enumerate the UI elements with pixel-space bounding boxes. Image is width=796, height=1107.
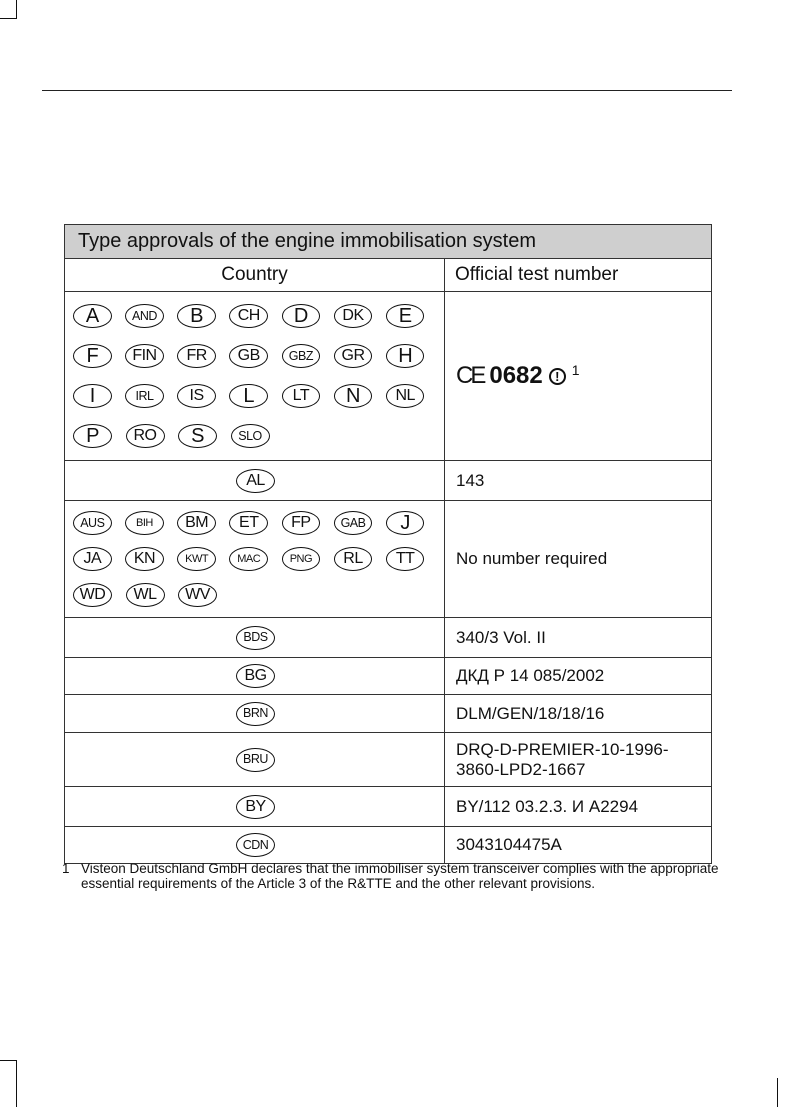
table-title: Type approvals of the engine immobilisation system (65, 225, 712, 259)
table-row (65, 787, 712, 827)
country-badge: FIN (125, 344, 164, 368)
country-badge: P (73, 424, 112, 448)
ce-approval (456, 362, 711, 390)
badge-row (73, 541, 438, 577)
test-number-cell: No number required (445, 501, 712, 618)
country-badge: TT (386, 547, 425, 571)
country-badge: F (73, 344, 112, 368)
alert-icon: ! (549, 368, 566, 385)
notified-body-number: 0682 (489, 362, 543, 389)
country-badge: MAC (229, 547, 268, 571)
country-badges (65, 461, 445, 501)
country-badge: JA (73, 547, 112, 571)
country-badge: BDS (236, 626, 275, 650)
badge-row (73, 505, 438, 541)
column-header-test-number: Official test number (445, 259, 712, 292)
country-badge: AL (236, 469, 275, 493)
country-badge: A (73, 304, 112, 328)
country-badge: GAB (334, 511, 373, 535)
country-badges (65, 695, 445, 733)
country-badge: BIH (125, 511, 164, 535)
country-badge: DK (334, 304, 373, 328)
crop-mark (16, 1060, 17, 1107)
test-number-line: DRQ-D-PREMIER-10-1996- (456, 739, 669, 759)
country-badge: BM (177, 511, 216, 535)
ce-mark-icon: CE (456, 362, 484, 389)
type-approvals-table (64, 224, 712, 864)
table-row (65, 501, 712, 618)
country-badge: CH (229, 304, 268, 328)
country-badge: J (386, 511, 425, 535)
badge-row (73, 336, 438, 376)
table-row (65, 695, 712, 733)
column-header-country: Country (65, 259, 445, 292)
country-badge: RL (334, 547, 373, 571)
country-badges (65, 733, 445, 787)
country-badge: AND (125, 304, 164, 328)
footnote-text: Visteon Deutschland GmbH declares that the immobiliser system transceiver complies with the appropriate essential requirements of the Article 3 of the R&TTE and the other relevant provisions. (81, 861, 719, 891)
country-badge: CDN (236, 833, 275, 857)
country-badge: KN (125, 547, 164, 571)
footnote-number: 1 (62, 861, 70, 876)
country-badge: D (282, 304, 321, 328)
country-badge: H (386, 344, 425, 368)
country-badge: I (73, 384, 112, 408)
table-row (65, 827, 712, 864)
country-badge: GBZ (282, 344, 321, 368)
country-badge: B (177, 304, 216, 328)
country-badge: BG (236, 664, 275, 688)
country-badge: BY (236, 795, 275, 819)
country-badge: KWT (177, 547, 216, 571)
country-badge: FR (177, 344, 216, 368)
table-row (65, 658, 712, 695)
country-badge: RO (126, 424, 165, 448)
country-badge: E (386, 304, 425, 328)
table-row (65, 618, 712, 658)
country-badge: GR (334, 344, 373, 368)
country-badge: LT (282, 384, 321, 408)
country-badge: L (229, 384, 268, 408)
test-number-cell: 3043104475A (445, 827, 712, 864)
badge-row (73, 416, 438, 456)
test-number-line: 3860-LPD2-1667 (456, 759, 586, 779)
country-badge: AUS (73, 511, 112, 535)
crop-mark (0, 18, 17, 19)
country-badge: GB (229, 344, 268, 368)
test-number-cell: DLM/GEN/18/18/16 (445, 695, 712, 733)
country-badge: IS (177, 384, 216, 408)
country-badge: IRL (125, 384, 164, 408)
test-number-cell: BY/112 03.2.3. И А2294 (445, 787, 712, 827)
test-number-cell: ДКД Р 14 085/2002 (445, 658, 712, 695)
country-badge: WL (126, 583, 165, 607)
country-badges (65, 501, 445, 618)
country-badges (65, 827, 445, 864)
test-number-cell (445, 733, 712, 787)
footnote-reference: 1 (571, 362, 580, 378)
test-number-cell (445, 292, 712, 461)
header-rule (42, 90, 732, 91)
country-badges (65, 292, 445, 461)
country-badge: SLO (231, 424, 270, 448)
footnote (62, 861, 722, 891)
crop-mark (16, 0, 17, 18)
country-badge: NL (386, 384, 425, 408)
crop-mark (0, 1060, 17, 1061)
crop-mark (777, 1078, 778, 1107)
table-row (65, 292, 712, 461)
country-badge: PNG (282, 547, 321, 571)
country-badge: FP (282, 511, 321, 535)
country-badge: BRN (236, 702, 275, 726)
test-number-cell: 340/3 Vol. II (445, 618, 712, 658)
country-badges (65, 787, 445, 827)
table-row (65, 733, 712, 787)
badge-row (73, 296, 438, 336)
country-badges (65, 618, 445, 658)
country-badges (65, 658, 445, 695)
test-number-cell: 143 (445, 461, 712, 501)
country-badge: ET (229, 511, 268, 535)
country-badge: BRU (236, 748, 275, 772)
badge-row (73, 577, 438, 613)
country-badge: S (178, 424, 217, 448)
table-row (65, 461, 712, 501)
country-badge: WD (73, 583, 112, 607)
country-badge: N (334, 384, 373, 408)
badge-row (73, 376, 438, 416)
country-badge: WV (178, 583, 217, 607)
